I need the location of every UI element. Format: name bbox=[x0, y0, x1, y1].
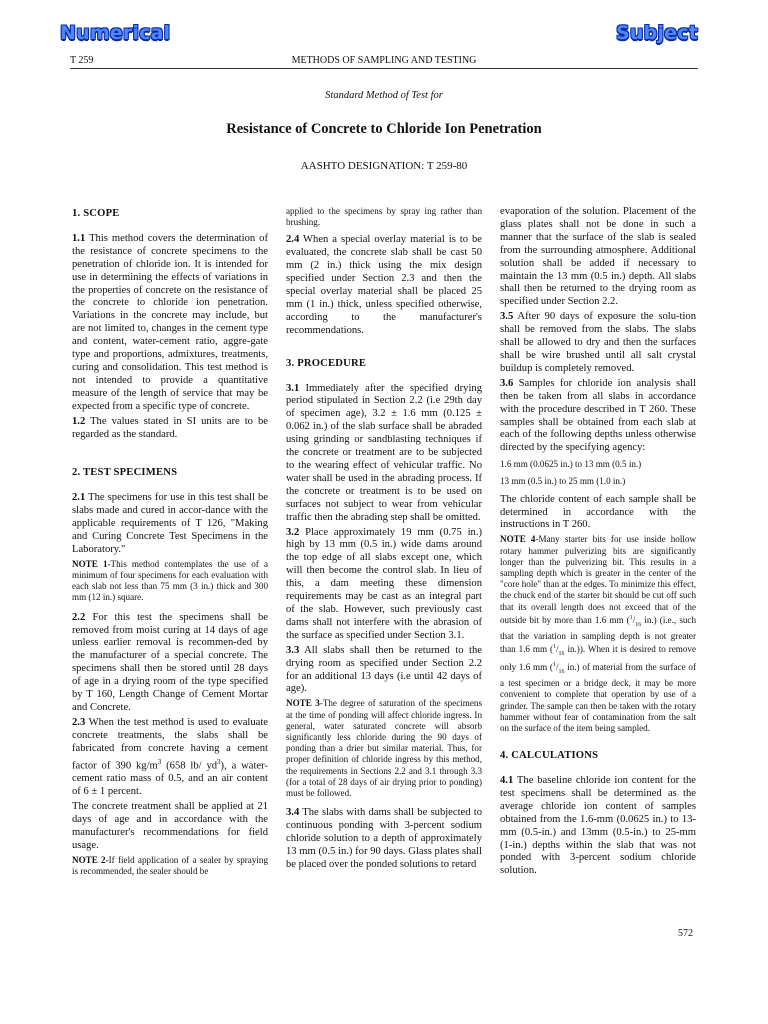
page-number: 572 bbox=[678, 928, 693, 939]
numerical-logo: Numerical bbox=[60, 22, 171, 44]
standard-method-label: Standard Method of Test for bbox=[325, 90, 443, 101]
paragraph-2-3: 2.3 When the test method is used to evaluate concrete treatments, the slabs shall be fabricated from concrete having a cement factor of 390 $kg/m^3$ (658 lb/ $yd^3$), a water-cement ratio mass of 0.5, and an air content of 6 ± 1 percent. bbox=[72, 716, 268, 797]
column-left bbox=[72, 206, 268, 883]
paragraph-2-3-continued: The concrete treatment shall be applied at 21 days of age and in accordance with the manufacturer's recommendations for field usage. bbox=[72, 800, 268, 851]
paragraph-3-6-continued: The chloride content of each sample shall be determined in accordance with the instructions in T 260. bbox=[500, 493, 696, 531]
note-4: NOTE 4-Many starter bits for use inside hollow rotary hammer pulverizing bits are significantly longer than the pulverizing bit. This results in a sampling depth which is greater in the center of the "core hole" than at the edges. To minimize this effect, the chuck end of the starter bit should be cut off such that its overall length does not exceed that of the outside bit by more than 1.6 mm ($^1/_{16}$ in.) (i.e., such that the variation in sampling depth is not greater than 1.6 mm ($^1/_{16}$ in.)). When it is desired to remove only 1.6 mm ($^1/_{16}$ in.) of material from the surface of a test specimen or a bridge deck, it may be more convenient to complete that operation by use of a grinder. The sample can then be taken with the rotary hammer without fear of contamination from the salt on the surface of the item being sampled. bbox=[500, 534, 697, 733]
paragraph-3-5: 3.5 After 90 days of exposure the solu-tion shall be removed from the slabs. The slabs shall be allowed to dry and then the surfaces shall be wire brushed until all salt crystal buildup is completely removed. bbox=[500, 311, 696, 374]
paragraph-3-4: 3.4 The slabs with dams shall be subjected to continuous ponding with 3-percent sodium chloride solution to a depth of approximately 13 mm (0.5 in.) for 90 days. Glass plates shall be placed over the ponded solutions to retard bbox=[286, 807, 482, 870]
header-doc-number: T 259 bbox=[70, 55, 94, 66]
paragraph-3-4-continued: evaporation of the solution. Placement of the glass plates shall not be done in such a manner that the surface of the slab is sealed from the surrounding atmosphere. Additional solution shall be added if necessary to maintain the 13 mm (0.5 in.) depth. All slabs shall then be returned to the drying room as specified under Section 2.2. bbox=[500, 206, 696, 308]
aashto-designation: AASHTO DESIGNATION: T 259-80 bbox=[300, 160, 468, 172]
note-2: NOTE 2-If field application of a sealer by spraying is recommended, the sealer should be bbox=[72, 854, 268, 876]
depth-range-1: 1.6 mm (0.0625 in.) to 13 mm (0.5 in.) bbox=[500, 459, 642, 470]
page-title: Resistance of Concrete to Chloride Ion Penetration bbox=[226, 121, 542, 137]
paragraph-3-1: 3.1 Immediately after the specified drying period stipulated in Section 2.2 (i.e 29th day of specimen age), 3.2 ± 1.6 mm (0.125 ± 0.062 in.) of the slab surface shall be abraded using grinding or sandblasting techniques if the concrete or treatment are to be subjected to the wearing effect of vehicular traffic. No water shall be used in the abrading process. If the concrete or treatment is to be used on surfaces not subject to wear from vehicular traffic then the abrading step shall be omitted. bbox=[286, 382, 482, 523]
note-2-continued: applied to the specimens by spray ing rather than brushing. bbox=[286, 206, 482, 228]
paragraph-3-2: 3.2 Place approximately 19 mm (0.75 in.) high by 13 mm (0.5 in.) wide dams around the top edge of all slabs except one, which will then become the control slab. In lieu of this, a dam meeting these dimension requirements may be cast as an integral part of the slab. However, such previously cast dams shall not interfere with the abrasion of the surface as specified under Section 3.1. bbox=[286, 526, 482, 641]
column-right bbox=[500, 206, 696, 880]
subject-logo: Subject bbox=[616, 22, 698, 44]
section-heading-calculations: 4. CALCULATIONS bbox=[500, 750, 599, 762]
paragraph-4-1: 4.1 The baseline chloride ion content for the test specimens shall be determined as the average chloride ion content of samples obtained from the 1.6-mm (0.0625 in.) to 13-mm (0.5-in.) and 13mm (0.5-in.) to 25-mm (1-in.) depths within the slab that was not ponded with 3-percent sodium chloride solution. bbox=[500, 775, 696, 877]
note-1: NOTE 1-This method contemplates the use of a minimum of four specimens for each evaluation with each slab not less than 75 mm (3 in.) thick and 300 mm (12 in.) square. bbox=[72, 558, 269, 603]
note-3: NOTE 3-The degree of saturation of the specimens at the time of ponding will affect chloride ingress. In general, water saturated concrete will absorb significantly less chloride during the 90 days of ponding than a drier but similar material. Thus, for proper definition of chloride ingress by this method, the requirements in Sections 2.2 and 3.1 through 3.3 (for a total of 28 days of air drying prior to ponding) must be followed. bbox=[286, 698, 482, 798]
header-rule bbox=[70, 68, 698, 69]
paragraph-1-1: 1.1 This method covers the determination of the resistance of concrete specimens to the penetration of chloride ion. It is intended for use in determining the effects of variations in the properties of concrete on the resistance of the concrete to chloride ion penetration. Variations in the concrete may include, but are not limited to, changes in the cement type and content, water-cement ratio, aggre-gate type and proportions, admixtures, treatments, curing and consolidation. This test method is not intended to provide a quantitative measure of the length of service that may be expected from a specific type of concrete. bbox=[72, 232, 268, 412]
column-middle bbox=[286, 206, 482, 874]
section-heading-scope: 1. SCOPE bbox=[72, 208, 120, 219]
paragraph-3-3: 3.3 All slabs shall then be returned to the drying room as specified under Section 2.2 for an additional 13 days (i.e until 42 days of age). bbox=[286, 644, 482, 695]
header-title: METHODS OF SAMPLING AND TESTING bbox=[291, 55, 477, 66]
section-heading-procedure: 3. PROCEDURE bbox=[286, 357, 367, 369]
paragraph-2-2: 2.2 For this test the specimens shall be removed from moist curing at 14 days of age unless earlier removal is recommen-ded by the manufacturer of a special concrete. The specimens shall then be stored until 28 days of age in a drying room of the type specified by T 160, Length Change of Cement Mortar and Concrete. bbox=[72, 611, 268, 713]
paragraph-3-6: 3.6 Samples for chloride ion analysis shall then be taken from all slabs in accordance with the procedure described in T 260. These samples shall be obtained from each slab at each of the following depths unless otherwise directed by the specifying agency: bbox=[500, 377, 696, 454]
depth-range-2: 13 mm (0.5 in.) to 25 mm (1.0 in.) bbox=[500, 476, 626, 487]
paragraph-2-4: 2.4 When a special overlay material is to be evaluated, the concrete slab shall be cast 50 mm (2 in.) thick using the mix design specified under Section 2.3 and then the special overlay material shall be placed 25 mm (1 in.) thick, unless specified otherwise, according to the manufacturer's recommendations. bbox=[286, 234, 482, 336]
paragraph-2-1: 2.1 The specimens for use in this test shall be slabs made and cured in accor-dance with the applicable requirements of T 126, "Making and Curing Concrete Test Specimens in the Laboratory." bbox=[72, 492, 268, 555]
section-heading-test-specimens: 2. TEST SPECIMENS bbox=[72, 467, 178, 479]
paragraph-1-2: 1.2 The values stated in SI units are to be regarded as the standard. bbox=[72, 415, 268, 440]
